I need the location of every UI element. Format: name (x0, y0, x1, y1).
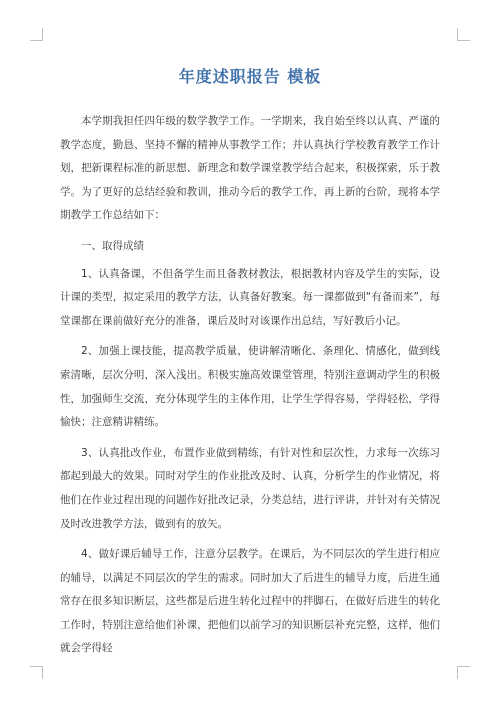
crop-mark-bottom-left (30, 666, 43, 679)
document-title: 年度述职报告 模板 (178, 67, 322, 86)
crop-mark-bottom-right (457, 666, 470, 679)
document-body (60, 110, 440, 668)
paragraph-lesson-preparation: 1、认真备课，不但备学生而且备教材教法，根据教材内容及学生的实际，设计课的类型，拟定采用的教学方法，认真备好教案。每一课都做到“有备而来”，每堂课都在课前做好充分的准备，课后及时对该课作出总结，写好教后小记。 (60, 267, 440, 327)
section-heading-achievements: 一、取得成绩 (81, 239, 144, 252)
crop-mark-top-left (30, 28, 43, 41)
intro-paragraph: 本学期我担任四年级的数学教学工作。一学期来，我自始至终以认真、严谨的教学态度，勤恳、坚持不懈的精神从事教学工作；并认真执行学校教育教学工作计划，把新课程标准的新思想、新理念和数学课堂教学结合起来，积极探索，乐于教学。为了更好的总结经验和教训，推动今后的教学工作，再上新的台阶，现将本学期教学工作总结如下： (60, 115, 440, 222)
paragraph-homework-correction: 3、认真批改作业，布置作业做到精练，有针对性和层次性，力求每一次练习都起到最大的效果。同时对学生的作业批改及时、认真，分析学生的作业情况，将他们在作业过程出现的问题作好批改记录，分类总结，进行评讲，并针对有关情况及时改进教学方法，做到有的放矢。 (60, 446, 440, 530)
paragraph-after-class-tutoring: 4、做好课后辅导工作，注意分层教学。在课后，为不同层次的学生进行相应的辅导，以满足不同层次的学生的需求。同时加大了后进生的辅导力度，后进生通常存在很多知识断层，这些都是后进生转化过程中的拌脚石，在做好后进生的转化工作时，特别注意给他们补课，把他们以前学习的知识断层补充完整，这样，他们就会学得轻 (60, 548, 440, 655)
paragraph-teaching-skills: 2、加强上课技能，提高教学质量，使讲解清晰化、条理化、情感化，做到线索清晰，层次分明，深入浅出。积极实施高效课堂管理，特别注意调动学生的积极性，加强师生交流，充分体现学生的主体作用，让学生学得容易，学得轻松，学得愉快；注意精讲精练。 (60, 345, 440, 429)
crop-mark-top-right (457, 28, 470, 41)
